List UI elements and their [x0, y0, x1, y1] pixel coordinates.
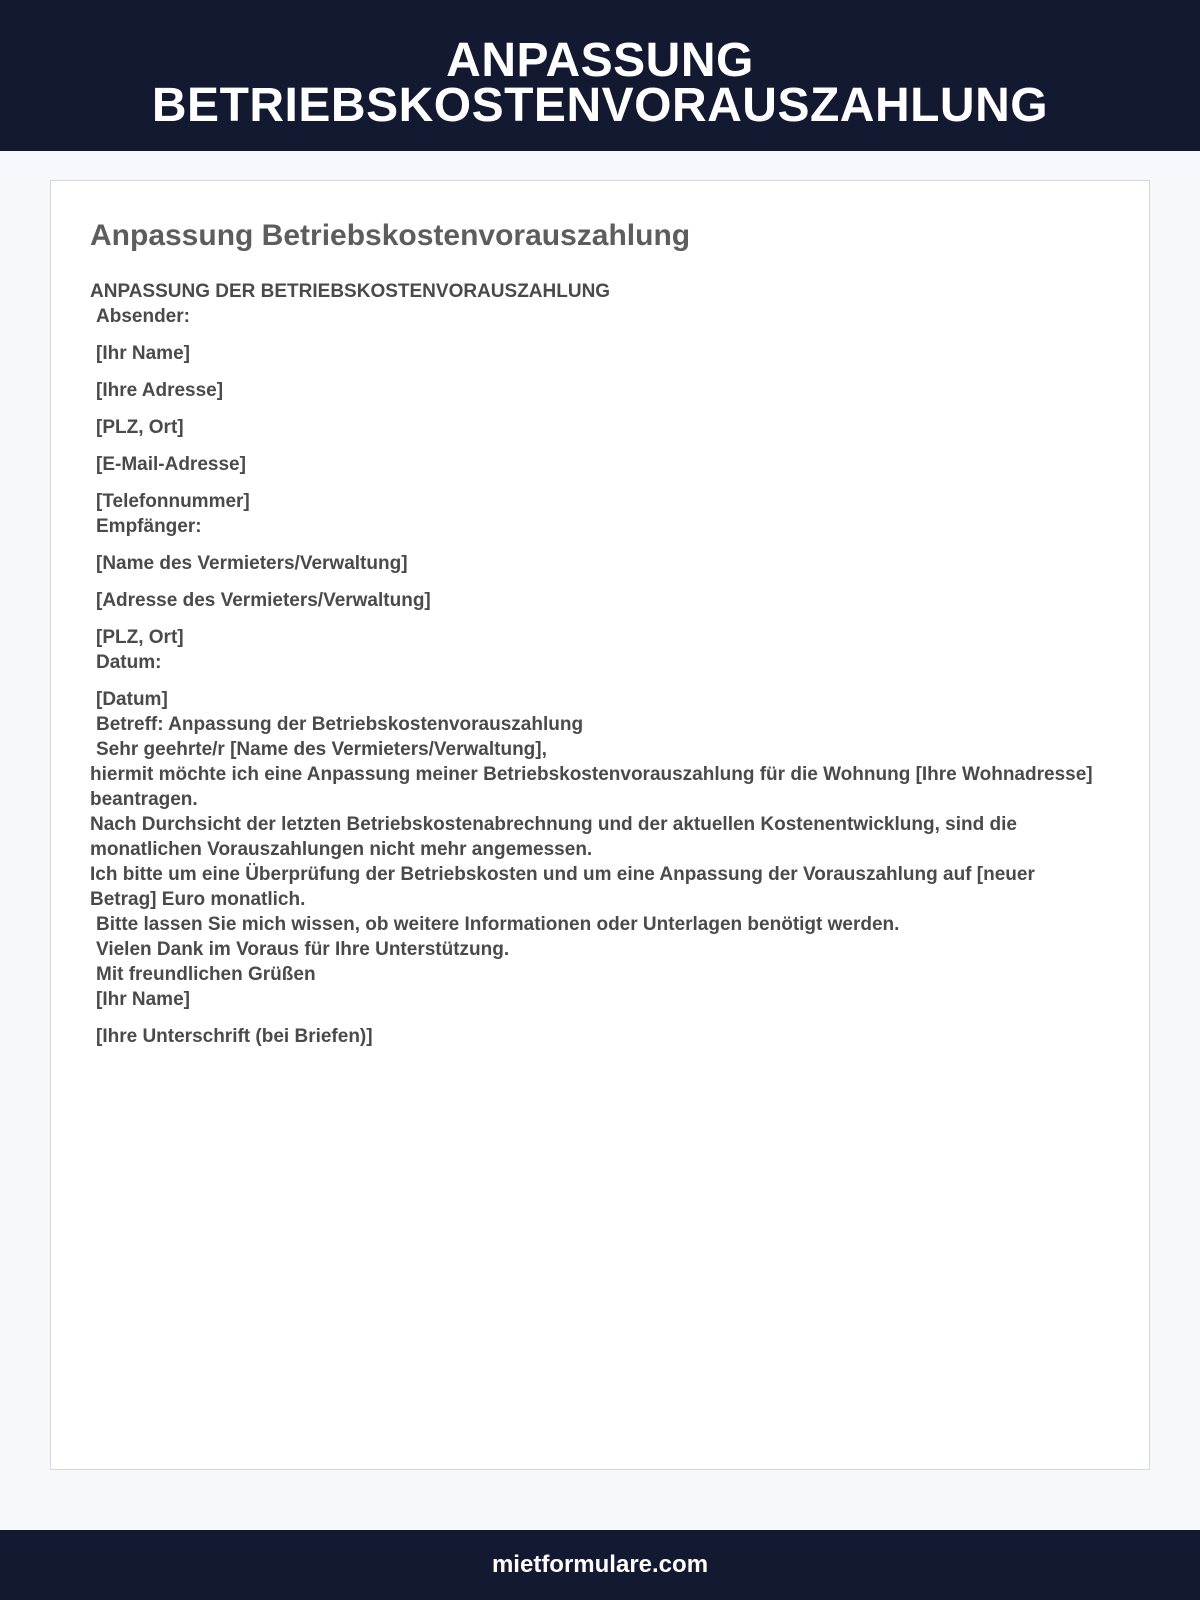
info-request-line: Bitte lassen Sie mich wissen, ob weitere Informationen oder Unterlagen benötigt werden.: [96, 914, 900, 935]
letter-body: [90, 279, 1100, 1049]
recipient-postcode-city: [PLZ, Ort]: [96, 627, 184, 648]
sender-name: [Ihr Name]: [96, 343, 190, 364]
document-card: [50, 180, 1150, 1470]
recipient-address: [Adresse des Vermieters/Verwaltung]: [96, 590, 431, 611]
page-header: [0, 0, 1200, 151]
closing-line: Mit freundlichen Grüßen: [96, 964, 316, 985]
letter-heading: ANPASSUNG DER BETRIEBSKOSTENVORAUSZAHLUNG: [90, 281, 611, 302]
header-title-line-1: ANPASSUNG: [446, 34, 754, 87]
page-footer: [0, 1530, 1200, 1600]
sender-address: [Ihre Adresse]: [96, 380, 224, 401]
paragraph-reason: Nach Durchsicht der letzten Betriebskostenabrechnung und der aktuellen Kostenentwicklung, sind die monatlichen Vorauszahlungen nicht mehr angemessen.: [90, 814, 1023, 860]
paragraph-amount: Ich bitte um eine Überprüfung der Betriebskosten und um eine Anpassung der Vorauszahlung auf [neuer Betrag] Euro monatlich.: [90, 864, 1041, 910]
sender-phone: [Telefonnummer]: [96, 491, 250, 512]
date-value: [Datum]: [96, 689, 168, 710]
recipient-label: Empfänger:: [96, 516, 202, 537]
subject-line: Betreff: Anpassung der Betriebskostenvorauszahlung: [96, 714, 584, 735]
signature-line: [Ihre Unterschrift (bei Briefen)]: [96, 1026, 373, 1047]
thanks-line: Vielen Dank im Voraus für Ihre Unterstützung.: [96, 939, 510, 960]
recipient-name: [Name des Vermieters/Verwaltung]: [96, 553, 408, 574]
date-label: Datum:: [96, 652, 162, 673]
header-title-line-2: BETRIEBSKOSTENVORAUSZAHLUNG: [151, 79, 1049, 132]
sender-label: Absender:: [96, 306, 190, 327]
signature-name: [Ihr Name]: [96, 989, 190, 1010]
paragraph-request: hiermit möchte ich eine Anpassung meiner Betriebskostenvorauszahlung für die Wohnung [Ihre Wohnadresse] beantragen.: [90, 764, 1098, 810]
salutation: Sehr geehrte/r [Name des Vermieters/Verwaltung],: [96, 739, 547, 760]
sender-postcode-city: [PLZ, Ort]: [96, 417, 184, 438]
footer-site-name: mietformulare.com: [491, 1551, 709, 1578]
sender-email: [E-Mail-Adresse]: [96, 454, 246, 475]
document-title: Anpassung Betriebskostenvorauszahlung: [90, 219, 691, 252]
